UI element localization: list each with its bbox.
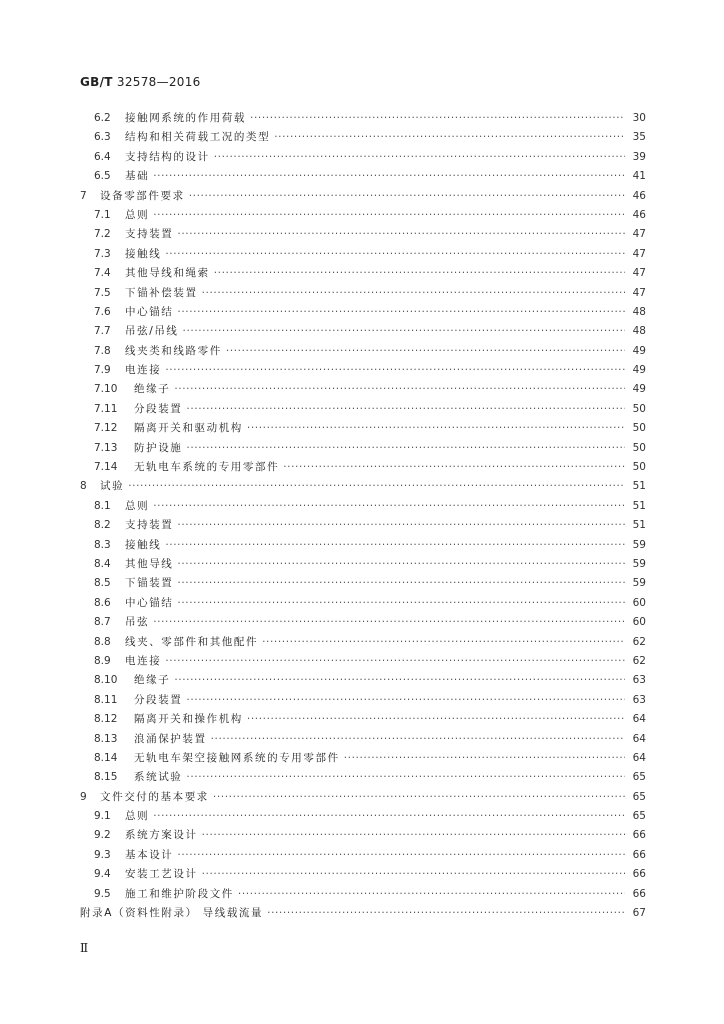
toc-leader-dots: [202, 826, 625, 845]
toc-leader-dots: [247, 710, 625, 729]
toc-entry-page: 47: [632, 267, 646, 280]
toc-leader-dots: [189, 187, 625, 206]
toc-entry-number: 6.4: [94, 150, 111, 163]
toc-entry-page: 51: [632, 480, 646, 493]
toc-entry-title: 中心锚结: [125, 596, 174, 609]
toc-entry[interactable]: [80, 419, 646, 438]
toc-entry-page: 41: [632, 170, 646, 183]
toc-entry-page: 60: [632, 616, 646, 629]
toc-leader-dots: [344, 749, 625, 768]
toc-entry-page: 59: [632, 557, 646, 570]
toc-entry-number: 8.4: [94, 557, 111, 570]
toc-entry[interactable]: [80, 322, 646, 341]
toc-entry-page: 63: [632, 674, 646, 687]
toc-entry[interactable]: [80, 477, 646, 496]
toc-leader-dots: [214, 148, 625, 167]
toc-leader-dots: [202, 865, 625, 884]
toc-entry-page: 59: [632, 538, 646, 551]
toc-entry-title: 中心锚结: [125, 305, 174, 318]
toc-entry-number: 7.11: [94, 402, 118, 415]
toc-entry-page: 49: [632, 364, 646, 377]
toc-entry-number: 8.10: [94, 674, 118, 687]
toc-entry-title: 防护设施: [134, 441, 183, 454]
toc-leader-dots: [177, 516, 625, 535]
toc-leader-dots: [262, 633, 625, 652]
toc-entry[interactable]: [80, 885, 646, 904]
toc-leader-dots: [247, 419, 625, 438]
toc-entry[interactable]: [80, 516, 646, 535]
toc-entry[interactable]: [80, 361, 646, 380]
toc-entry-page: 48: [632, 305, 646, 318]
toc-entry[interactable]: [80, 128, 646, 147]
toc-entry-page: 48: [632, 325, 646, 338]
toc-entry-number: 8.14: [94, 751, 118, 764]
toc-entry-page: 35: [632, 131, 646, 144]
toc-entry[interactable]: [80, 904, 646, 923]
toc-entry-page: 50: [632, 461, 646, 474]
toc-entry-number: 6.3: [94, 131, 111, 144]
toc-entry-number: 8.15: [94, 771, 118, 784]
toc-entry-page: 46: [632, 189, 646, 202]
toc-entry-number: 9.1: [94, 810, 111, 823]
toc-entry-page: 64: [632, 732, 646, 745]
toc-entry-page: 66: [632, 848, 646, 861]
toc-entry-number: 7.7: [94, 325, 111, 338]
toc-entry[interactable]: [80, 671, 646, 690]
toc-entry-title: 吊弦: [125, 616, 150, 629]
document-header: [80, 75, 201, 89]
toc-entry-page: 67: [632, 907, 646, 920]
toc-entry-number: 7.14: [94, 461, 118, 474]
toc-entry-number: 7.12: [94, 422, 118, 435]
toc-entry-page: 65: [632, 790, 646, 803]
toc-entry-title: 隔离开关和操作机构: [134, 713, 243, 726]
toc-entry-number: 8: [80, 480, 87, 493]
toc-entry-page: 65: [632, 810, 646, 823]
table-of-contents: [80, 109, 646, 923]
toc-entry[interactable]: [80, 633, 646, 652]
toc-entry-page: 47: [632, 286, 646, 299]
toc-leader-dots: [186, 768, 625, 787]
toc-entry-title: 无轨电车系统的专用零部件: [134, 461, 280, 474]
toc-entry-number: 6.2: [94, 112, 111, 124]
toc-entry[interactable]: [80, 497, 646, 516]
toc-entry-title: 绝缘子: [134, 383, 171, 396]
toc-entry-page: 47: [632, 247, 646, 260]
toc-leader-dots: [177, 555, 625, 574]
toc-entry[interactable]: [80, 652, 646, 671]
toc-entry-page: 50: [632, 402, 646, 415]
toc-entry[interactable]: [80, 730, 646, 749]
toc-entry[interactable]: [80, 303, 646, 322]
toc-leader-dots: [153, 497, 625, 516]
toc-entry-number: 7.9: [94, 364, 111, 377]
toc-entry-title: 分段装置: [134, 402, 183, 415]
toc-entry-page: 49: [632, 344, 646, 357]
toc-entry[interactable]: [80, 536, 646, 555]
toc-entry-number: 8.12: [94, 713, 118, 726]
toc-leader-dots: [165, 245, 625, 264]
toc-entry[interactable]: [80, 691, 646, 710]
toc-entry-title: 分段装置: [134, 693, 183, 706]
toc-leader-dots: [283, 458, 625, 477]
toc-leader-dots: [214, 264, 625, 283]
toc-entry-number: 7.10: [94, 383, 118, 396]
toc-entry[interactable]: [80, 439, 646, 458]
toc-entry-title: 试验: [100, 480, 125, 493]
toc-entry-title: 系统方案设计: [125, 829, 198, 842]
toc-leader-dots: [165, 361, 625, 380]
toc-entry[interactable]: [80, 458, 646, 477]
toc-entry-number: 8.6: [94, 596, 111, 609]
standard-number: 32578—2016: [116, 75, 201, 89]
toc-entry[interactable]: [80, 167, 646, 186]
toc-leader-dots: [177, 574, 625, 593]
toc-entry-title: 系统试验: [134, 771, 183, 784]
toc-entry-number: 8.9: [94, 654, 111, 667]
toc-entry-number: 9.3: [94, 848, 111, 861]
toc-leader-dots: [177, 225, 625, 244]
toc-entry-page: 39: [632, 150, 646, 163]
toc-entry-number: 7.6: [94, 305, 111, 318]
toc-entry-title: 绝缘子: [134, 674, 171, 687]
toc-entry-title: 基本设计: [125, 848, 174, 861]
toc-leader-dots: [165, 652, 625, 671]
toc-leader-dots: [177, 846, 625, 865]
toc-entry-page: 30: [632, 112, 646, 124]
toc-entry[interactable]: [80, 148, 646, 167]
toc-leader-dots: [183, 322, 625, 341]
toc-entry-title: 安装工艺设计: [125, 868, 198, 881]
toc-entry[interactable]: [80, 710, 646, 729]
toc-leader-dots: [174, 380, 625, 399]
toc-leader-dots: [153, 613, 625, 632]
toc-entry-number: 7.2: [94, 228, 111, 241]
toc-leader-dots: [165, 536, 625, 555]
toc-entry-page: 65: [632, 771, 646, 784]
toc-entry-title: 其他导线和绳索: [125, 267, 210, 280]
toc-entry-title: 隔离开关和驱动机构: [134, 422, 243, 435]
toc-leader-dots: [250, 109, 625, 128]
toc-entry[interactable]: [80, 245, 646, 264]
toc-entry-number: 6.5: [94, 170, 111, 183]
toc-leader-dots: [238, 885, 625, 904]
toc-entry[interactable]: [80, 284, 646, 303]
toc-entry-page: 50: [632, 422, 646, 435]
toc-entry[interactable]: [80, 206, 646, 225]
toc-entry-number: 9.4: [94, 868, 111, 881]
toc-leader-dots: [186, 439, 625, 458]
toc-entry-title: 总则: [125, 208, 150, 221]
toc-entry-title: 线夹、零部件和其他配件: [125, 635, 259, 648]
toc-entry[interactable]: [80, 380, 646, 399]
toc-entry-page: 63: [632, 693, 646, 706]
toc-entry-page: 46: [632, 208, 646, 221]
toc-entry-number: 8.5: [94, 577, 111, 590]
toc-entry[interactable]: [80, 400, 646, 419]
toc-entry-number: 7.13: [94, 441, 118, 454]
toc-entry-page: 66: [632, 829, 646, 842]
toc-entry[interactable]: [80, 264, 646, 283]
toc-entry-title: 支持装置: [125, 519, 174, 532]
toc-entry-title: 附录A（资料性附录） 导线载流量: [80, 907, 264, 920]
toc-entry-page: 66: [632, 868, 646, 881]
toc-entry-number: 8.7: [94, 616, 111, 629]
toc-leader-dots: [177, 594, 625, 613]
toc-entry[interactable]: [80, 555, 646, 574]
toc-leader-dots: [174, 671, 625, 690]
toc-leader-dots: [186, 691, 625, 710]
toc-entry-number: 9.2: [94, 829, 111, 842]
toc-entry-title: 其他导线: [125, 557, 174, 570]
toc-leader-dots: [128, 477, 625, 496]
toc-entry-title: 支持装置: [125, 228, 174, 241]
toc-entry-number: 8.1: [94, 499, 111, 512]
toc-entry[interactable]: [80, 826, 646, 845]
toc-entry[interactable]: [80, 187, 646, 206]
toc-entry-title: 电连接: [125, 654, 162, 667]
toc-entry-page: 62: [632, 654, 646, 667]
toc-entry-title: 基础: [125, 170, 150, 183]
toc-entry-title: 文件交付的基本要求: [100, 790, 209, 803]
toc-entry-number: 8.13: [94, 732, 118, 745]
toc-entry-page: 66: [632, 887, 646, 900]
toc-entry-number: 8.3: [94, 538, 111, 551]
toc-entry-page: 47: [632, 228, 646, 241]
toc-entry-number: 7.1: [94, 208, 111, 221]
toc-entry-number: 8.2: [94, 519, 111, 532]
toc-entry[interactable]: [80, 342, 646, 361]
toc-entry-number: 7.4: [94, 267, 111, 280]
toc-entry[interactable]: [80, 594, 646, 613]
toc-entry-number: 9.5: [94, 887, 111, 900]
toc-entry-title: 施工和维护阶段文件: [125, 887, 234, 900]
toc-leader-dots: [153, 206, 625, 225]
toc-leader-dots: [153, 167, 625, 186]
toc-entry-title: 线夹类和线路零件: [125, 344, 222, 357]
toc-entry-title: 无轨电车架空接触网系统的专用零部件: [134, 751, 340, 764]
toc-entry-page: 49: [632, 383, 646, 396]
toc-entry[interactable]: [80, 109, 646, 128]
toc-entry[interactable]: [80, 574, 646, 593]
toc-entry-title: 电连接: [125, 364, 162, 377]
toc-entry-title: 接触线: [125, 247, 162, 260]
toc-entry-title: 接触网系统的作用荷载: [125, 112, 246, 124]
toc-leader-dots: [211, 730, 625, 749]
toc-entry[interactable]: [80, 865, 646, 884]
toc-entry-title: 总则: [125, 499, 150, 512]
toc-entry[interactable]: [80, 225, 646, 244]
toc-entry-page: 64: [632, 751, 646, 764]
toc-leader-dots: [153, 807, 625, 826]
toc-entry-title: 设备零部件要求: [100, 189, 185, 202]
toc-leader-dots: [186, 400, 625, 419]
toc-entry[interactable]: [80, 768, 646, 787]
toc-entry-title: 支持结构的设计: [125, 150, 210, 163]
toc-entry-number: 7.5: [94, 286, 111, 299]
toc-leader-dots: [177, 303, 625, 322]
toc-entry-number: 8.8: [94, 635, 111, 648]
toc-entry-page: 59: [632, 577, 646, 590]
toc-entry-page: 62: [632, 635, 646, 648]
toc-leader-dots: [226, 342, 625, 361]
toc-entry[interactable]: [80, 788, 646, 807]
toc-entry[interactable]: [80, 846, 646, 865]
toc-entry-number: 8.11: [94, 693, 118, 706]
toc-entry-title: 总则: [125, 810, 150, 823]
page-number: Ⅱ: [80, 941, 89, 955]
toc-entry-number: 7: [80, 189, 87, 202]
toc-leader-dots: [274, 128, 625, 147]
toc-entry-title: 下锚补偿装置: [125, 286, 198, 299]
toc-entry-title: 浪涌保护装置: [134, 732, 207, 745]
toc-entry-page: 60: [632, 596, 646, 609]
toc-entry-page: 51: [632, 499, 646, 512]
toc-entry[interactable]: [80, 613, 646, 632]
toc-entry-title: 下锚装置: [125, 577, 174, 590]
toc-leader-dots: [213, 788, 625, 807]
toc-entry-number: 7.3: [94, 247, 111, 260]
toc-entry-title: 吊弦/吊线: [125, 325, 179, 338]
standard-code: GB/T: [80, 75, 113, 89]
toc-entry-page: 64: [632, 713, 646, 726]
toc-entry[interactable]: [80, 807, 646, 826]
toc-leader-dots: [267, 904, 625, 923]
toc-entry-page: 50: [632, 441, 646, 454]
toc-leader-dots: [202, 284, 625, 303]
toc-entry-title: 接触线: [125, 538, 162, 551]
toc-entry-title: 结构和相关荷载工况的类型: [125, 131, 271, 144]
toc-entry[interactable]: [80, 749, 646, 768]
toc-entry-number: 9: [80, 790, 87, 803]
toc-entry-number: 7.8: [94, 344, 111, 357]
toc-entry-page: 51: [632, 519, 646, 532]
